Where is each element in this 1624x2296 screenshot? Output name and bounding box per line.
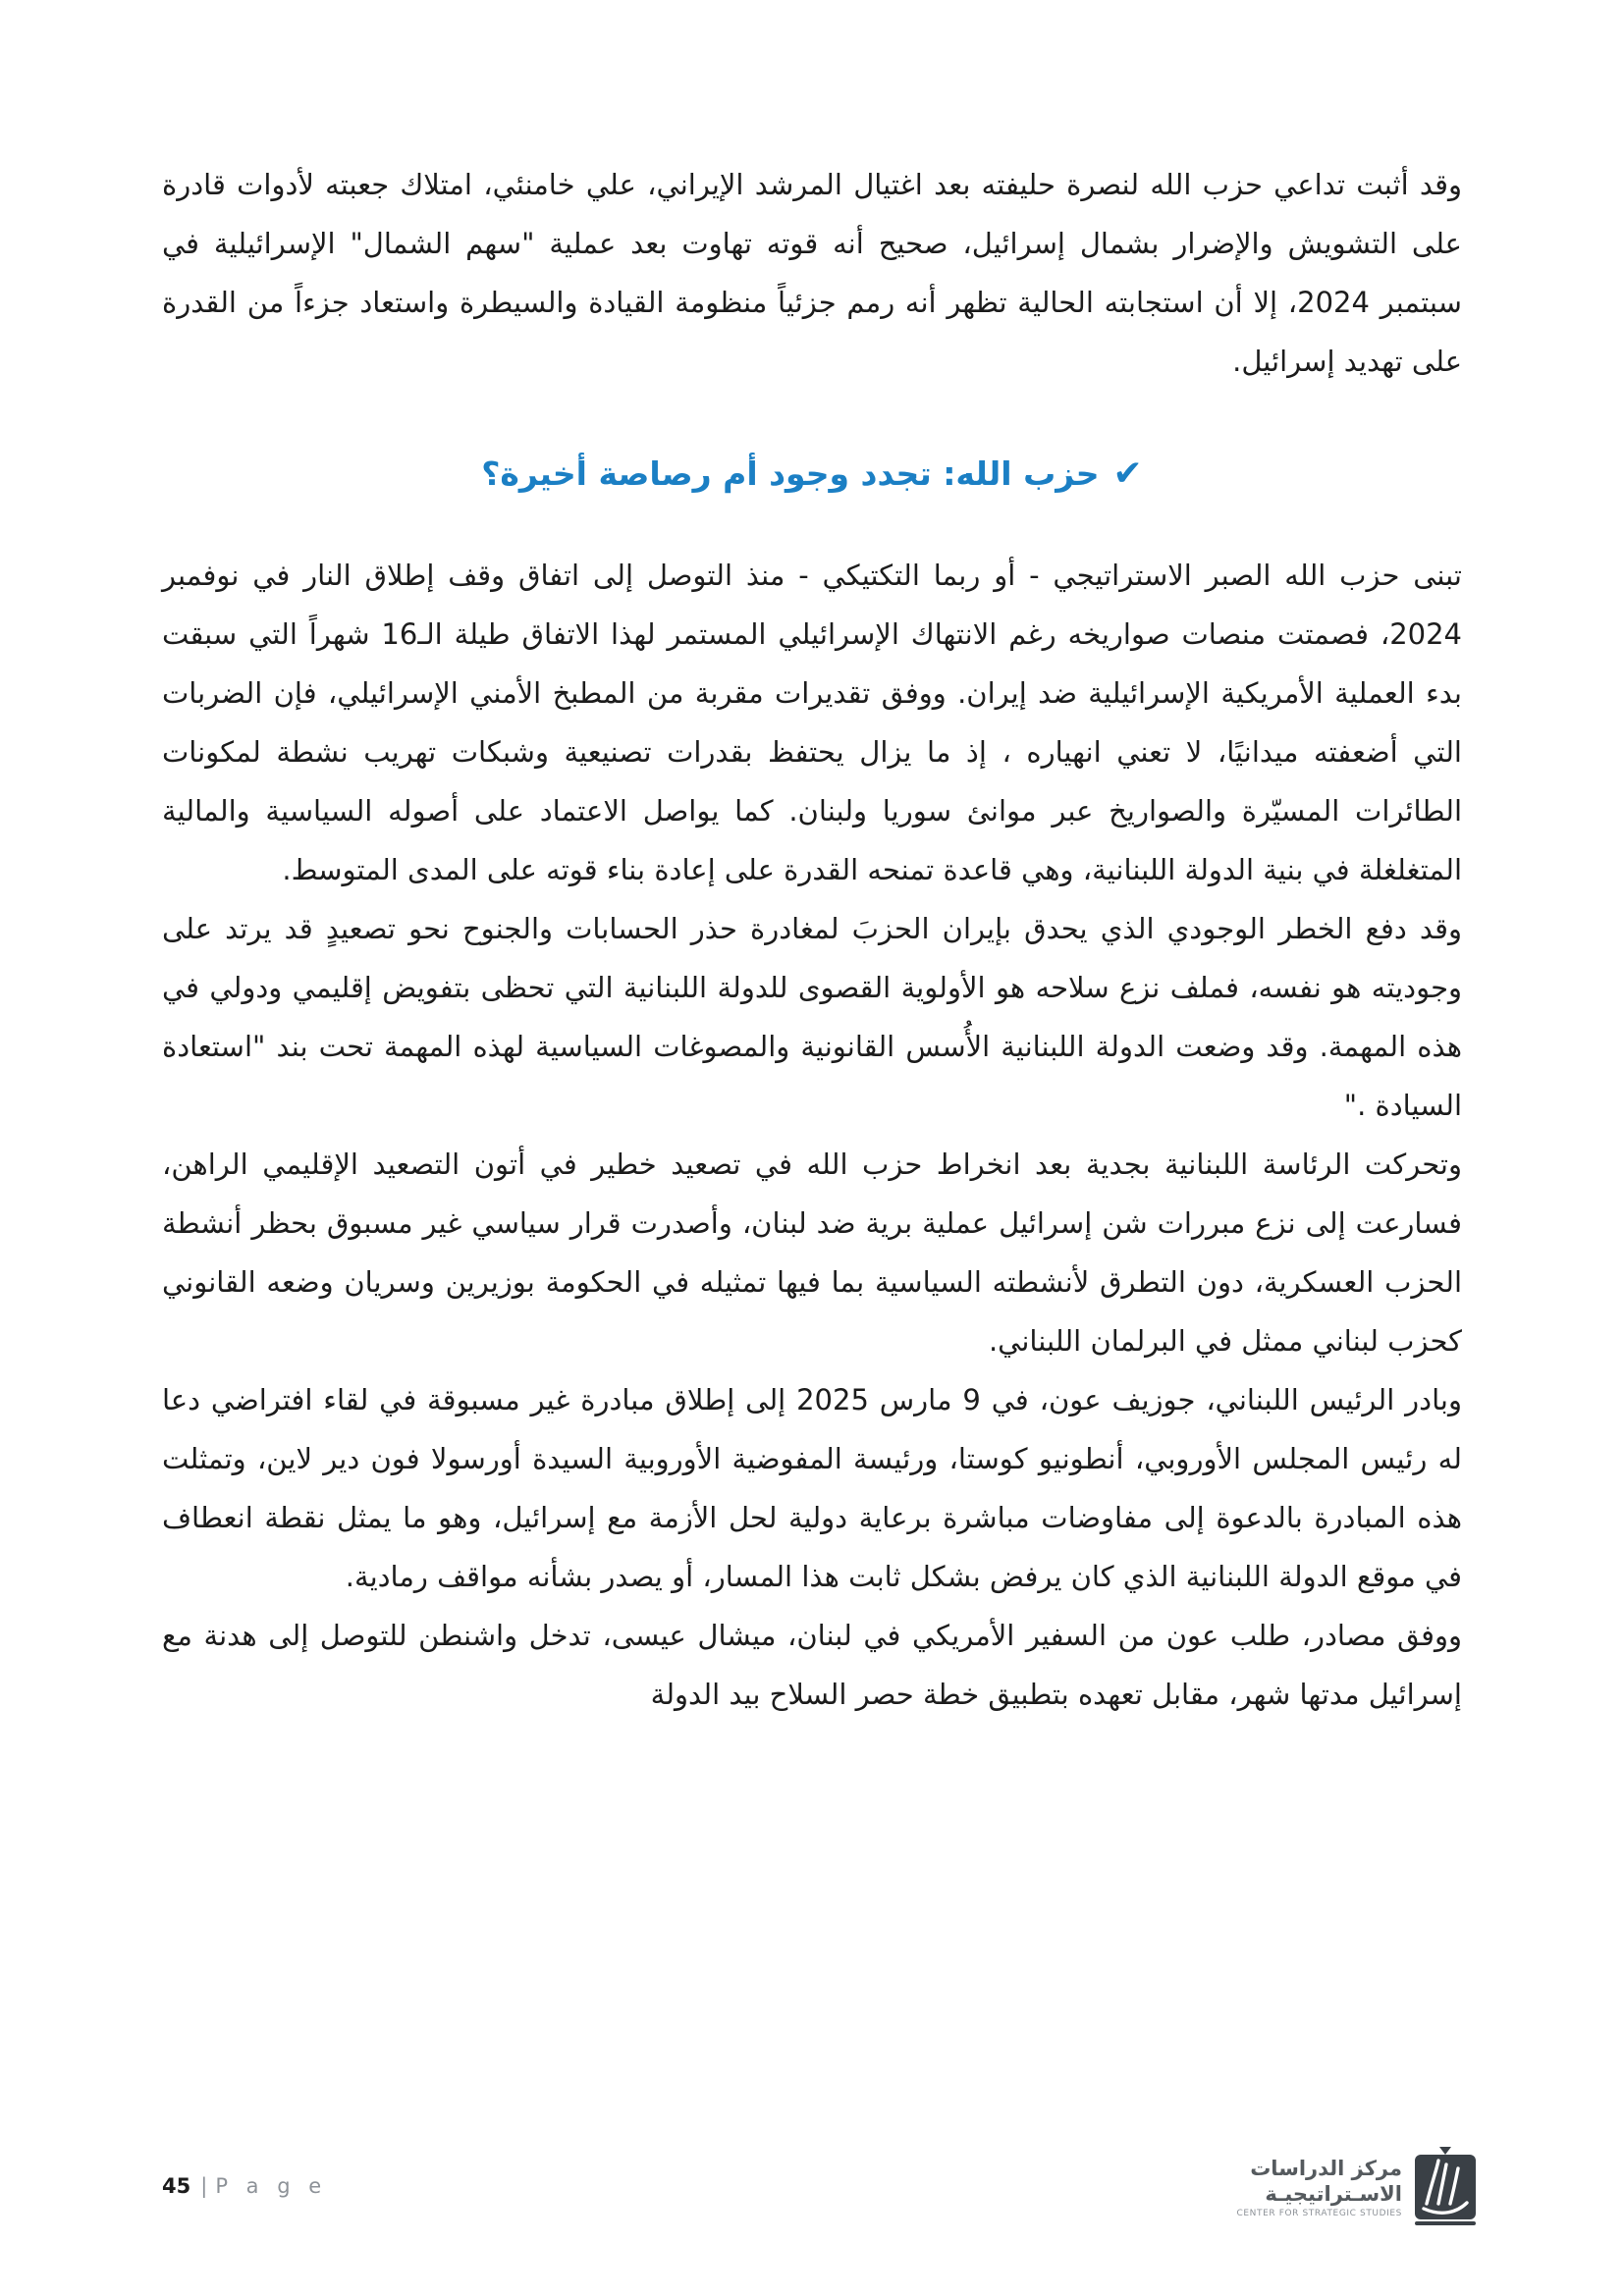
organization-name-english: CENTER FOR STRATEGIC STUDIES — [1236, 2209, 1402, 2218]
paragraph-2: وقد دفع الخطر الوجودي الذي يحدق بإيران الحزبَ لمغادرة حذر الحسابات والجنوح نحو تصعيدٍ قد يرتد على وجوديته هو نفسه، فملف نزع سلاحه هو الأولوية القصوى للدولة اللبنانية التي تحظى بتفويض إقليمي ودولي في هذه المهمة. وقد وضعت الدولة اللبنانية الأُسس القانونية والمصوغات السياسية لهذه المهمة تحت بند "استعادة السيادة ." — [162, 911, 1462, 1122]
paragraph-1: تبنى حزب الله الصبر الاستراتيجي - أو ربما التكتيكي - منذ التوصل إلى اتفاق وقف إطلاق النار في نوفمبر 2024، فصمتت منصات صواريخه رغم الانتهاك الإسرائيلي المستمر لهذا الاتفاق طيلة الـ16 شهراً التي سبقت بدء العملية الأمريكية الإسرائيلية ضد إيران. ووفق تقديرات مقربة من المطبخ الأمني الإسرائيلي، فإن الضربات التي أضعفته ميدانيًا، لا تعني انهياره ، إذ ما يزال يحتفظ بقدرات تصنيعية وشبكات تهريب نشطة لمكونات الطائرات المسيّرة والصواريخ عبر موانئ سوريا ولبنان. كما يواصل الاعتماد على أصوله السياسية والمالية المتغلغلة في بنية الدولة اللبنانية، وهي قاعدة تمنحه القدرة على إعادة بناء قوته على المدى المتوسط. — [162, 558, 1462, 886]
section-heading — [162, 452, 1462, 499]
page-content — [162, 155, 1462, 1724]
paragraph-5: ووفق مصادر، طلب عون من السفير الأمريكي في لبنان، ميشال عيسى، تدخل واشنطن للتوصل إلى هدنة مع إسرائيل مدتها شهر، مقابل تعهده بتطبيق خطة حصر السلاح بيد الدولة — [162, 1618, 1462, 1711]
footer-page-label: P a g e — [215, 2174, 328, 2198]
paragraph-4: وبادر الرئيس اللبناني، جوزيف عون، في 9 مارس 2025 إلى إطلاق مبادرة غير مسبوقة في لقاء افتراضي دعا له رئيس المجلس الأوروبي، أنطونيو كوستا، ورئيسة المفوضية الأوروبية السيدة أورسولا فون دير لاين، وتمثلت هذه المبادرة بالدعوة إلى مفاوضات مباشرة برعاية دولية لحل الأزمة مع إسرائيل، وهو ما يمثل نقطة انعطاف في موقع الدولة اللبنانية الذي كان يرفض بشكل ثابت هذا المسار، أو يصدر بشأنه مواقف رمادية. — [162, 1382, 1462, 1593]
organization-logo — [1237, 2147, 1477, 2227]
paragraph-3: وتحركت الرئاسة اللبنانية بجدية بعد انخراط حزب الله في تصعيد خطير في أتون التصعيد الإقليمي الراهن، فسارعت إلى نزع مبررات شن إسرائيل عملية برية ضد لبنان، وأصدرت قرار سياسي غير مسبوق بحظر أنشطة الحزب العسكرية، دون التطرق لأنشطته السياسية بما فيها تمثيله في الحكومة بوزيرين وسريان وضعه القانوني كحزب لبناني ممثل في البرلمان اللبناني. — [162, 1147, 1462, 1358]
organization-name — [1237, 2156, 1402, 2218]
organization-name-line1: مركز الدراسات — [1250, 2157, 1402, 2180]
section-heading-text: حزب الله: تجدد وجود أم رصاصة أخيرة؟ — [481, 454, 1100, 493]
calligraphy-emblem-icon — [1414, 2147, 1477, 2227]
check-icon: ✔ — [1112, 453, 1143, 494]
paragraph-intro: وقد أثبت تداعي حزب الله لنصرة حليفته بعد اغتيال المرشد الإيراني، علي خامنئي، امتلاك جعبته لأدوات قادرة على التشويش والإضرار بشمال إسرائيل، صحيح أنه قوته تهاوت بعد عملية "سهم الشمال" الإسرائيلية في سبتمبر 2024، إلا أن استجابته الحالية تظهر أنه رمم جزئياً منظومة القيادة والسيطرة واستعاد جزءاً من القدرة على تهديد إسرائيل. — [162, 168, 1462, 378]
page-number: 45 — [162, 2174, 191, 2198]
organization-name-line2: الاسـتراتيجيـة — [1265, 2182, 1402, 2206]
footer-separator: | — [200, 2174, 208, 2198]
page-footer — [162, 2174, 327, 2198]
